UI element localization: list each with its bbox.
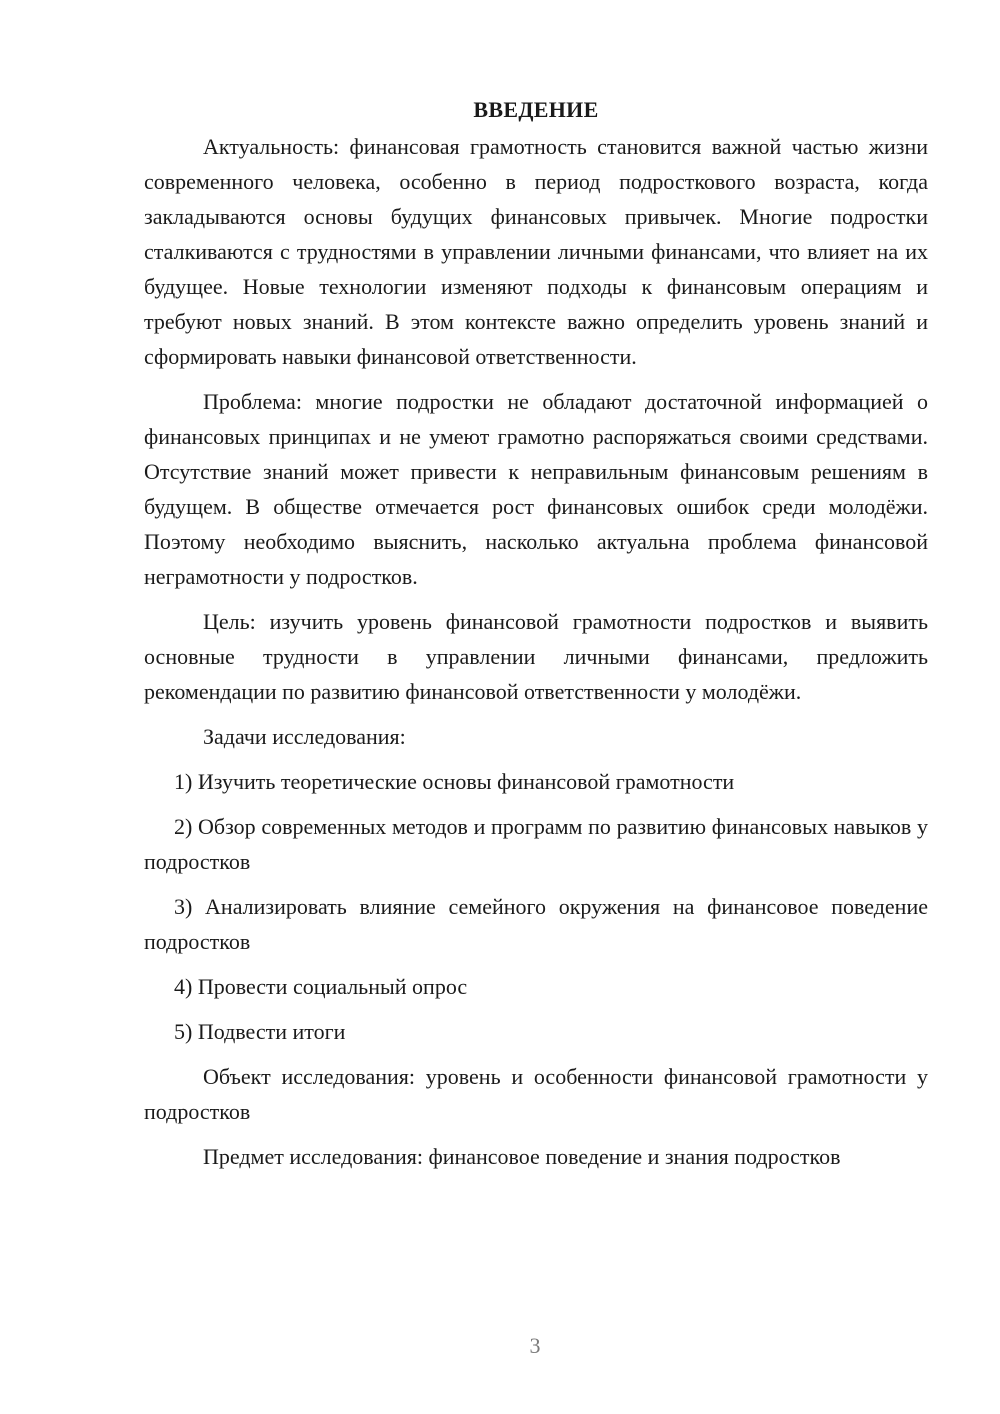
task-item: 3) Анализировать влияние семейного окружения на финансовое поведение подростков [144, 894, 928, 954]
tasks-heading: Задачи исследования: [203, 724, 406, 749]
research-object-paragraph: Объект исследования: уровень и особенности финансовой грамотности у подростков [144, 1064, 928, 1124]
page-title: ВВЕДЕНИЕ [473, 97, 599, 122]
research-subject-paragraph: Предмет исследования: финансовое поведение и знания подростков [203, 1144, 841, 1169]
page-number: 3 [529, 1333, 541, 1358]
task-item: 2) Обзор современных методов и программ по развитию финансовых навыков у подростков [144, 814, 928, 874]
document-page [144, 92, 928, 1184]
task-item: 4) Провести социальный опрос [174, 974, 468, 999]
problem-paragraph: Проблема: многие подростки не обладают достаточной информацией о финансовых принципах и не умеют грамотно распоряжаться своими средствами. Отсутствие знаний может привести к неправильным финансовым решениям в будущем. В обществе отмечается рост финансовых ошибок среди молодёжи. Поэтому необходимо выяснить, насколько актуальна проблема финансовой неграмотности у подростков. [144, 389, 928, 589]
goal-paragraph: Цель: изучить уровень финансовой грамотности подростков и выявить основные трудности в управлении личными финансами, предложить рекомендации по развитию финансовой ответственности у молодёжи. [144, 609, 928, 704]
task-item: 1) Изучить теоретические основы финансовой грамотности [174, 769, 735, 794]
relevance-paragraph: Актуальность: финансовая грамотность становится важной частью жизни современного человека, особенно в период подросткового возраста, когда закладываются основы будущих финансовых привычек. Многие подростки сталкиваются с трудностями в управлении личными финансами, что влияет на их будущее. Новые технологии изменяют подходы к финансовым операциям и требуют новых знаний. В этом контексте важно определить уровень знаний и сформировать навыки финансовой ответственности. [144, 134, 928, 369]
task-item: 5) Подвести итоги [174, 1019, 346, 1044]
